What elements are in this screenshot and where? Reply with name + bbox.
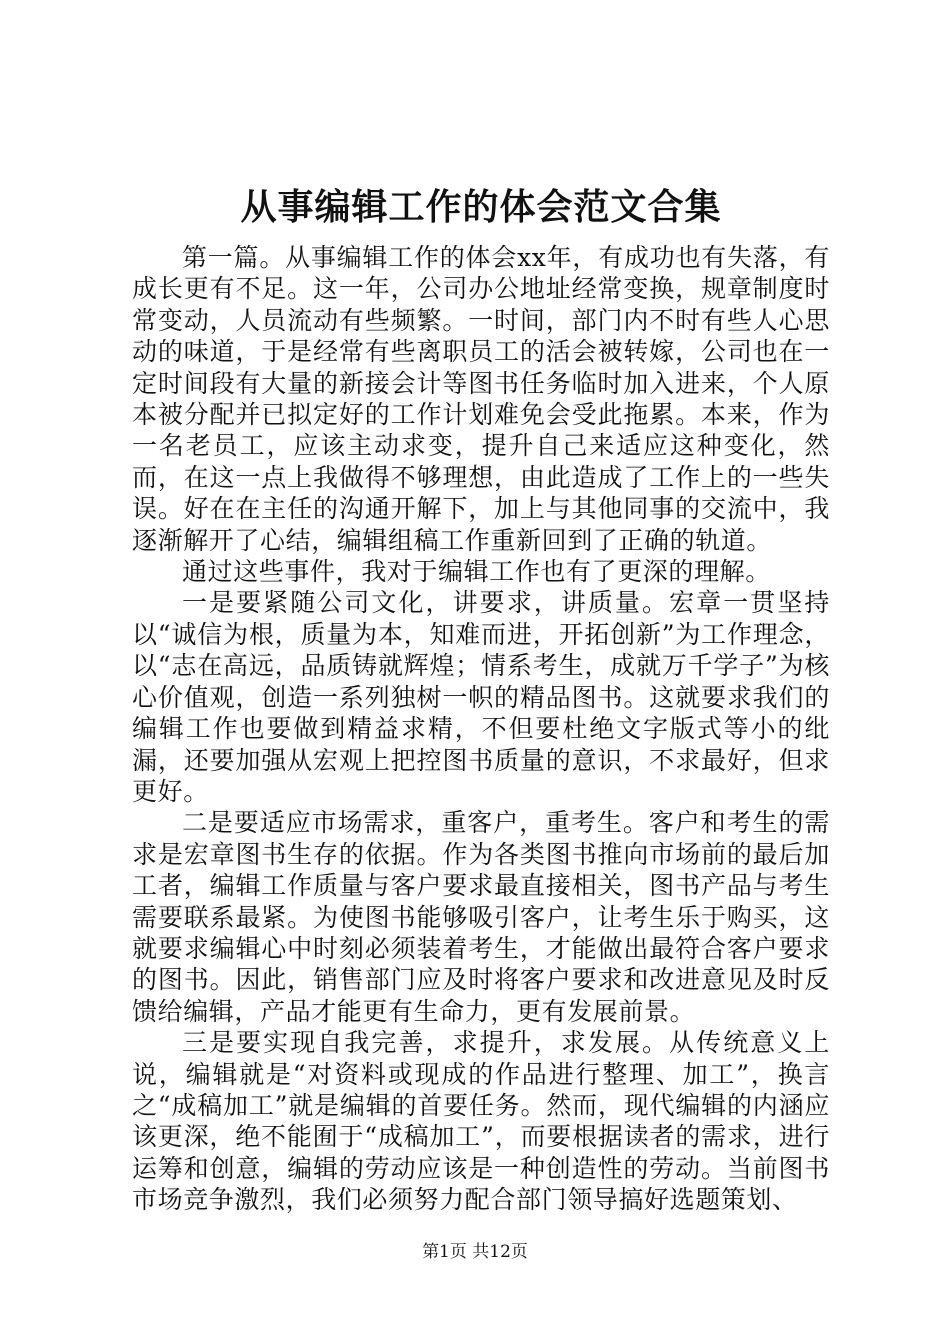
paragraph-1: 第一篇。从事编辑工作的体会xx年，有成功也有失落，有成长更有不足。这一年，公司办公地址经常变换，规章制度时常变动，人员流动有些频繁。一时间，部门内不时有些人心思动的味道，于是经常有些离职员工的活会被转嫁，公司也在一定时间段有大量的新接会计等图书任务临时加入进来，个人原本被分配并已拟定好的工作计划难免会受此拖累。本来，作为一名老员工，应该主动求变，提升自己来适应这种变化，然而，在这一点上我做得不够理想，由此造成了工作上的一些失误。好在在主任的沟通开解下，加上与其他同事的交流中，我逐渐解开了心结，编辑组稿工作重新回到了正确的轨道。 [132, 243, 830, 555]
page-footer: 第1页 共12页 [422, 1242, 528, 1262]
paragraph-4: 二是要适应市场需求，重客户，重考生。客户和考生的需求是宏章图书生存的依据。作为各类图书推向市场前的最后加工者，编辑工作质量与客户要求最直接相关，图书产品与考生需要联系最紧。为使图书能够吸引客户，让考生乐于购买，这就要求编辑心中时刻必须装着考生，才能做出最符合客户要求的图书。因此，销售部门应及时将客户要求和改进意见及时反馈给编辑，产品才能更有生命力，更有发展前景。 [132, 808, 830, 1026]
paragraph-2: 通过这些事件，我对于编辑工作也有了更深的理解。 [182, 557, 771, 587]
paragraph-5: 三是要实现自我完善，求提升，求发展。从传统意义上说，编辑就是“对资料或现成的作品进行整理、加工”，换言之“成稿加工”就是编辑的首要任务。然而，现代编辑的内涵应该更深，绝不能囿于“成稿加工”，而要根据读者的需求，进行运筹和创意，编辑的劳动应该是一种创造性的劳动。当前图书市场竞争激烈，我们必须努力配合部门领导搞好选题策划、 [132, 1028, 830, 1215]
document-body [132, 180, 830, 1216]
document-title: 从事编辑工作的体会范文合集 [240, 187, 722, 228]
paragraph-3: 一是要紧随公司文化，讲要求，讲质量。宏章一贯坚持以“诚信为根，质量为本，知难而进，开拓创新”为工作理念，以“志在高远，品质铸就辉煌；情系考生，成就万千学子”为核心价值观，创造一系列独树一帜的精品图书。这就要求我们的编辑工作也要做到精益求精，不但要杜绝文字版式等小的纰漏，还要加强从宏观上把控图书质量的意识，不求最好，但求更好。 [132, 588, 830, 806]
